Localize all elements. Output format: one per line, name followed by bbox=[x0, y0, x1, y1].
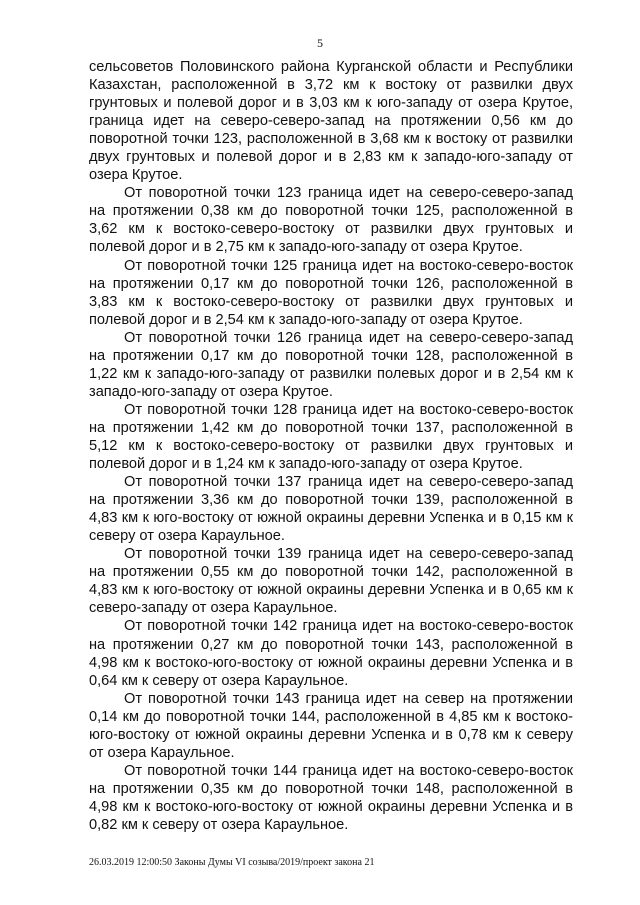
page-number: 5 bbox=[317, 36, 323, 50]
paragraph: От поворотной точки 142 граница идет на востоко-северо-восток на протяжении 0,27 км до поворотной точки 143, расположенной в 4,98 км к востоко-юго-востоку от южной окраины деревни Успенка и в 0,64 км к северу от озера Караульное. bbox=[89, 618, 573, 689]
paragraph: сельсоветов Половинского района Курганской области и Республики Казахстан, расположенной в 3,72 км к востоку от развилки двух грунтовых и полевой дорог и в 3,03 км к юго-западу от озера Крутое, граница идет на северо-северо-запад на протяжении 0,56 км до поворотной точки 123, расположенной в 3,68 км к востоку от развилки двух грунтовых и полевой дорог и в 2,83 км к западо-юго-западу от озера Крутое. bbox=[89, 59, 573, 184]
paragraph: От поворотной точки 143 граница идет на север на протяжении 0,14 км до поворотной точки 144, расположенной в 4,85 км к востоко-юго-востоку от южной окраины деревни Успенка и в 0,78 км к северу от озера Караульное. bbox=[89, 690, 573, 761]
paragraph: От поворотной точки 123 граница идет на северо-северо-запад на протяжении 0,38 км до поворотной точки 125, расположенной в 3,62 км к востоко-северо-востоку от развилки двух грунтовых и полевой дорог и в 2,75 км к западо-юго-западу от озера Крутое. bbox=[89, 185, 573, 256]
footer-document-stamp: 26.03.2019 12:00:50 Законы Думы VI созыва/2019/проект закона 21 bbox=[89, 857, 375, 868]
paragraph: От поворотной точки 128 граница идет на востоко-северо-восток на протяжении 1,42 км до поворотной точки 137, расположенной в 5,12 км к востоко-северо-востоку от развилки двух грунтовых и полевой дорог и в 1,24 км к западо-юго-западу от озера Крутое. bbox=[89, 401, 573, 473]
paragraph: От поворотной точки 137 граница идет на северо-северо-запад на протяжении 3,36 км до поворотной точки 139, расположенной в 4,83 км к юго-востоку от южной окраины деревни Успенка и в 0,15 км к северу от озера Караульное. bbox=[89, 474, 573, 545]
paragraph: От поворотной точки 125 граница идет на востоко-северо-восток на протяжении 0,17 км до поворотной точки 126, расположенной в 3,83 км к востоко-северо-востоку от развилки двух грунтовых и полевой дорог и в 2,54 км к западо-юго-западу от озера Крутое. bbox=[89, 257, 573, 328]
document-body bbox=[89, 58, 573, 834]
paragraph: От поворотной точки 139 граница идет на северо-северо-запад на протяжении 0,55 км до поворотной точки 142, расположенной в 4,83 км к юго-востоку от южной окраины деревни Успенка и в 0,65 км к северо-западу от озера Караульное. bbox=[89, 546, 573, 617]
paragraph: От поворотной точки 144 граница идет на востоко-северо-восток на протяжении 0,35 км до поворотной точки 148, расположенной в 4,98 км к востоко-юго-востоку от южной окраины деревни Успенка и в 0,82 км к северу от озера Караульное. bbox=[89, 762, 573, 833]
paragraph: От поворотной точки 126 граница идет на северо-северо-запад на протяжении 0,17 км до поворотной точки 128, расположенной в 1,22 км к западо-юго-западу от развилки полевых дорог и в 2,54 км к западо-юго-западу от озера Крутое. bbox=[89, 329, 573, 400]
